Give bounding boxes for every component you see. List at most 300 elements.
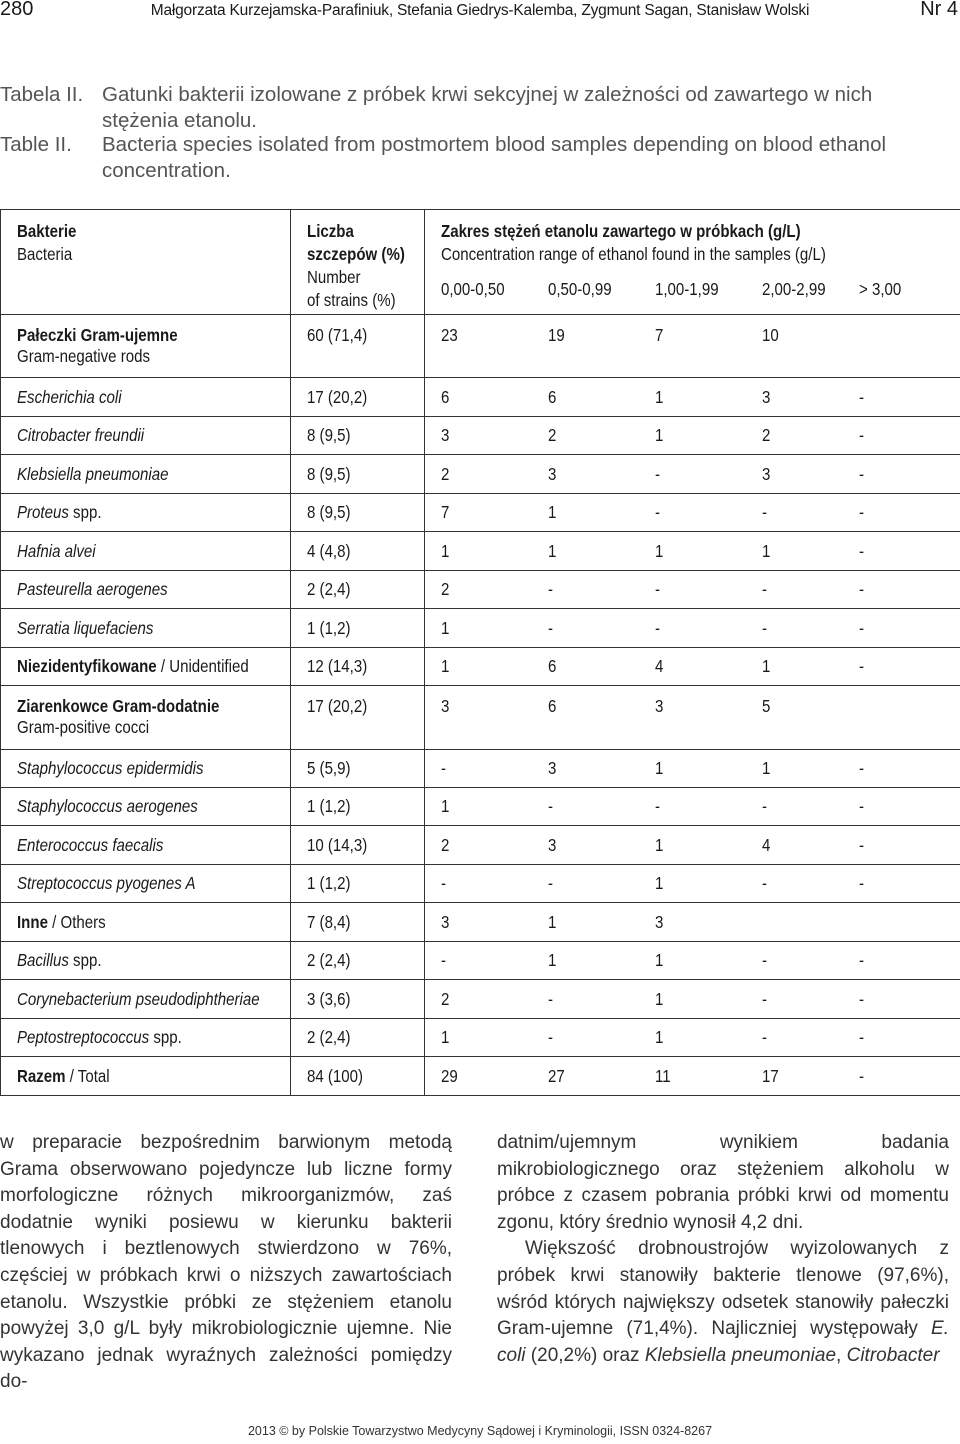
range-value: 3: [441, 696, 450, 717]
species-name: Escherichia coli: [17, 386, 122, 407]
range-value-cell: [639, 455, 746, 493]
range-value: -: [761, 796, 767, 817]
genus-name: Proteus: [17, 502, 69, 523]
range-label: > 3,00: [859, 279, 902, 300]
range-value: 7: [441, 502, 450, 523]
bacteria-name-cell: [1, 378, 291, 416]
body-paragraph: w preparacie bezpośrednim barwionym metodą Grama obserwowano pojedyncze lub liczne formy morfologiczne różnych mikroorganizmów, zaś dodatnie wyniki posiewu w kierunku bakterii tlenowych i beztlenowych stwierdzono w 76%, częściej w próbkach krwi o niższych zawartościach etanolu. Wszystkie próbki ze stężeniem etanolu powyżej 3,0 g/L były mikrobiologicznie ujemne. Nie wykazano jednak wyraźnych zależności pomiędzy do-: [0, 1132, 452, 1393]
body-column-left: [0, 1130, 452, 1396]
range-value-cell: [532, 787, 639, 825]
range-value-cell: [639, 980, 746, 1018]
strain-count-cell: [291, 378, 425, 416]
range-value: 3: [547, 834, 556, 855]
body-paragraph: [497, 1236, 949, 1369]
strain-count-cell: [291, 570, 425, 608]
range-value-cell: [843, 647, 960, 685]
header-count-en-1: Number: [307, 267, 361, 287]
range-value: 1: [654, 834, 663, 855]
range-value: 1: [654, 540, 663, 561]
strain-count: 12 (14,3): [307, 655, 368, 676]
range-value-cell: [843, 903, 960, 941]
range-value: -: [761, 950, 767, 971]
body-text-italic: Klebsiella pneumoniae: [644, 1344, 837, 1366]
range-value-cell: [425, 455, 532, 493]
range-value-cell: [843, 941, 960, 979]
table-row: [1, 1057, 960, 1096]
range-value-cell: [639, 826, 746, 864]
species-name: Citrobacter freundii: [17, 425, 145, 446]
range-value-cell: [532, 864, 639, 902]
range-value-cell: [532, 570, 639, 608]
strain-count: 17 (20,2): [307, 696, 368, 717]
strain-count: 3 (3,6): [307, 988, 351, 1009]
bacteria-name-cell: [1, 787, 291, 825]
range-value: -: [761, 1027, 767, 1048]
range-value: 1: [654, 386, 663, 407]
range-value: 2: [441, 988, 450, 1009]
range-value-cell: [425, 570, 532, 608]
range-value-cell: [746, 455, 843, 493]
table-row: [1, 787, 960, 825]
strain-count: 5 (5,9): [307, 757, 351, 778]
range-value: 19: [547, 325, 565, 346]
table-row: [1, 1018, 960, 1056]
range-value: -: [858, 425, 864, 446]
strain-count-cell: [291, 609, 425, 647]
bacteria-name-cell: [1, 826, 291, 864]
range-value: -: [761, 873, 767, 894]
strain-count-cell: [291, 864, 425, 902]
species-name: Enterococcus faecalis: [17, 834, 164, 855]
range-value: -: [858, 502, 864, 523]
strain-count-cell: [291, 532, 425, 570]
name-suffix: / Total: [65, 1065, 110, 1086]
range-value-cell: [425, 980, 532, 1018]
range-value-cell: [746, 647, 843, 685]
range-value: 1: [654, 873, 663, 894]
genus-name: Bacillus: [17, 950, 69, 971]
range-value-cell: [746, 570, 843, 608]
range-value: 1: [654, 757, 663, 778]
range-value-cell: [639, 864, 746, 902]
range-value: -: [654, 463, 660, 484]
table-row: [1, 378, 960, 416]
range-value: 1: [654, 425, 663, 446]
range-value: 17: [761, 1065, 779, 1086]
range-value-cell: [425, 686, 532, 749]
range-value: 3: [761, 386, 770, 407]
bacteria-name-cell: [1, 980, 291, 1018]
range-value-cell: [425, 826, 532, 864]
strain-count: 10 (14,3): [307, 834, 368, 855]
bacteria-name-cell: [1, 686, 291, 749]
range-value-cell: [425, 532, 532, 570]
bacteria-name-cell: [1, 416, 291, 454]
table-row: [1, 493, 960, 531]
bacteria-name-cell: [1, 647, 291, 685]
range-value: 1: [547, 950, 556, 971]
range-value-cell: [843, 1018, 960, 1056]
range-value-cell: [746, 864, 843, 902]
range-value: -: [654, 617, 660, 638]
strain-count-cell: [291, 493, 425, 531]
group-name-pl: Ziarenkowce Gram-dodatnie: [17, 696, 220, 717]
header-range-en: Concentration range of ethanol found in the samples (g/L): [441, 244, 826, 264]
range-value: 1: [441, 796, 450, 817]
range-value: 1: [547, 911, 556, 932]
range-value-cell: [843, 609, 960, 647]
table-header-row: [1, 210, 960, 315]
range-value-cell: [843, 749, 960, 787]
strain-count-cell: [291, 1018, 425, 1056]
group-name-en: Gram-positive cocci: [17, 717, 150, 738]
range-value-cell: [746, 493, 843, 531]
range-value-cell: [532, 980, 639, 1018]
category-name: Niezidentyfikowane: [17, 655, 157, 676]
range-value-cell: [532, 941, 639, 979]
table-row: [1, 903, 960, 941]
range-value: -: [858, 579, 864, 600]
range-value-cell: [425, 787, 532, 825]
range-value-cell: [746, 315, 843, 378]
table-row: [1, 609, 960, 647]
range-value-cell: [532, 686, 639, 749]
range-value: -: [858, 540, 864, 561]
header-count-pl-1: Liczba: [307, 221, 354, 241]
range-value: -: [547, 579, 553, 600]
bacteria-table: [0, 209, 960, 1096]
strain-count: 60 (71,4): [307, 325, 368, 346]
table-row: [1, 532, 960, 570]
header-bacteria-pl: Bakterie: [17, 221, 77, 241]
strain-count-cell: [291, 980, 425, 1018]
range-value: 1: [654, 988, 663, 1009]
table-row: [1, 749, 960, 787]
strain-count: 1 (1,2): [307, 796, 351, 817]
range-value: 29: [441, 1065, 458, 1086]
group-name-en: Gram-negative rods: [17, 346, 151, 367]
range-value-cell: [532, 378, 639, 416]
range-value-cell: [532, 532, 639, 570]
range-labels: [425, 278, 960, 302]
range-value-cell: [746, 787, 843, 825]
page-number: 280: [0, 0, 34, 20]
body-text-italic: E. coli: [497, 1318, 949, 1366]
range-value: 2: [441, 463, 450, 484]
range-value-cell: [843, 1057, 960, 1096]
caption-label-pl: Tabela II.: [0, 83, 84, 106]
range-value-cell: [639, 941, 746, 979]
range-value: -: [441, 873, 447, 894]
range-value: 3: [654, 696, 663, 717]
table-row: [1, 647, 960, 685]
range-value: 3: [547, 757, 556, 778]
range-value-cell: [532, 493, 639, 531]
range-value: 1: [441, 617, 450, 638]
range-value: 7: [654, 325, 663, 346]
range-value-cell: [639, 315, 746, 378]
strain-count-cell: [291, 416, 425, 454]
range-value-cell: [746, 749, 843, 787]
category-name: Razem: [17, 1065, 66, 1086]
range-value-cell: [843, 787, 960, 825]
strain-count: 8 (9,5): [307, 425, 351, 446]
range-value: -: [547, 873, 553, 894]
range-value-cell: [746, 609, 843, 647]
range-value-cell: [843, 455, 960, 493]
range-value-cell: [532, 455, 639, 493]
group-name-pl: Pałeczki Gram-ujemne: [17, 325, 178, 346]
body-text-italic: Citrobacter: [846, 1344, 940, 1366]
strain-count: 2 (2,4): [307, 950, 351, 971]
range-value: 23: [441, 325, 458, 346]
range-value-cell: [746, 903, 843, 941]
range-value-cell: [639, 903, 746, 941]
range-label: 1,00-1,99: [655, 279, 719, 300]
range-value: -: [547, 1027, 553, 1048]
range-value-cell: [843, 532, 960, 570]
range-value: -: [547, 617, 553, 638]
range-value-cell: [532, 749, 639, 787]
range-label: 2,00-2,99: [762, 279, 826, 300]
range-value: -: [761, 502, 767, 523]
bacteria-name-cell: [1, 570, 291, 608]
name-suffix: / Others: [47, 911, 106, 932]
range-value: -: [858, 386, 864, 407]
range-value: 2: [547, 425, 556, 446]
range-value-cell: [746, 1018, 843, 1056]
species-name: Pasteurella aerogenes: [17, 579, 168, 600]
table-row: [1, 864, 960, 902]
range-value: 3: [547, 463, 556, 484]
range-value: 1: [547, 502, 556, 523]
strain-count-cell: [291, 647, 425, 685]
page-footer: 2013 © by Polskie Towarzystwo Medycyny Sądowej i Kryminologii, ISSN 0324-8267: [247, 1424, 713, 1438]
range-value-cell: [639, 416, 746, 454]
name-suffix: spp.: [149, 1027, 182, 1048]
range-value: 6: [547, 655, 556, 676]
range-value: 10: [761, 325, 779, 346]
strain-count: 2 (2,4): [307, 1027, 351, 1048]
header-bacteria: [1, 210, 291, 315]
range-value: -: [858, 1027, 864, 1048]
range-value: 11: [654, 1065, 671, 1086]
range-value-cell: [425, 416, 532, 454]
body-column-right: [497, 1130, 949, 1369]
range-value: 3: [441, 425, 450, 446]
range-value-cell: [843, 416, 960, 454]
header-bacteria-en: Bacteria: [17, 244, 73, 264]
strain-count-cell: [291, 903, 425, 941]
range-value: 4: [761, 834, 770, 855]
range-value-cell: [532, 1018, 639, 1056]
range-value: 1: [761, 757, 770, 778]
range-value-cell: [746, 980, 843, 1018]
range-value-cell: [532, 647, 639, 685]
range-value-cell: [746, 1057, 843, 1096]
range-value: -: [858, 757, 864, 778]
header-range: [425, 210, 960, 315]
range-value: 2: [441, 579, 450, 600]
range-value: -: [858, 463, 864, 484]
caption-text-pl: Gatunki bakterii izolowane z próbek krwi sekcyjnej w zależności od zawartego w nich stężenia etanolu.: [102, 83, 873, 132]
header-count-en-2: of strains (%): [307, 290, 396, 310]
range-value-cell: [746, 378, 843, 416]
range-value: 1: [547, 540, 556, 561]
range-value-cell: [746, 826, 843, 864]
range-value-cell: [532, 416, 639, 454]
range-value: 1: [654, 950, 663, 971]
range-value-cell: [843, 686, 960, 749]
range-value: 4: [654, 655, 663, 676]
range-value-cell: [843, 315, 960, 378]
range-value-cell: [746, 686, 843, 749]
strain-count: 84 (100): [307, 1065, 364, 1086]
table-row: [1, 315, 960, 378]
range-value-cell: [532, 903, 639, 941]
range-value: -: [654, 579, 660, 600]
range-value: -: [858, 617, 864, 638]
strain-count: 8 (9,5): [307, 502, 351, 523]
range-label: 0,50-0,99: [548, 279, 612, 300]
strain-count-cell: [291, 826, 425, 864]
range-value: 2: [761, 425, 770, 446]
running-header-authors: Małgorzata Kurzejamska-Parafiniuk, Stefania Giedrys-Kalemba, Zygmunt Sagan, Stanisław Wolski: [150, 2, 810, 19]
range-value-cell: [746, 941, 843, 979]
strain-count-cell: [291, 941, 425, 979]
range-value: 1: [441, 655, 450, 676]
strain-count: 4 (4,8): [307, 540, 351, 561]
range-value-cell: [639, 749, 746, 787]
bacteria-name-cell: [1, 903, 291, 941]
range-value: 3: [761, 463, 770, 484]
body-text: ,: [836, 1344, 847, 1366]
range-value-cell: [425, 1057, 532, 1096]
range-value: -: [654, 796, 660, 817]
name-suffix: spp.: [68, 502, 102, 523]
range-value-cell: [639, 378, 746, 416]
range-value-cell: [843, 826, 960, 864]
header-count-pl-2: szczepów (%): [307, 244, 405, 264]
species-name: Corynebacterium pseudodiphtheriae: [17, 988, 260, 1009]
strain-count: 1 (1,2): [307, 617, 351, 638]
strain-count-cell: [291, 455, 425, 493]
range-value: -: [441, 950, 447, 971]
species-name: Serratia liquefaciens: [17, 617, 154, 638]
range-value-cell: [425, 378, 532, 416]
range-value-cell: [532, 315, 639, 378]
range-value: -: [858, 988, 864, 1009]
range-value: 1: [441, 1027, 450, 1048]
range-value: 1: [761, 655, 770, 676]
range-value-cell: [532, 826, 639, 864]
table-row: [1, 455, 960, 493]
bacteria-name-cell: [1, 609, 291, 647]
strain-count: 1 (1,2): [307, 873, 351, 894]
table-row: [1, 686, 960, 749]
issue-number: Nr 4: [920, 0, 958, 20]
bacteria-name-cell: [1, 864, 291, 902]
bacteria-name-cell: [1, 749, 291, 787]
body-text: Większość drobnoustrojów wyizolowanych z próbek krwi stanowiły bakterie tlenowe (97,6%), wśród których największy odsetek stanowiły pałeczki Gram-ujemne (71,4%). Najliczniej występowały: [497, 1238, 949, 1340]
range-value-cell: [425, 647, 532, 685]
strain-count-cell: [291, 787, 425, 825]
strain-count-cell: [291, 686, 425, 749]
range-value: -: [858, 1065, 864, 1086]
range-value-cell: [639, 570, 746, 608]
range-value-cell: [425, 903, 532, 941]
range-value-cell: [425, 315, 532, 378]
range-value: 1: [441, 540, 450, 561]
range-value: -: [858, 873, 864, 894]
bacteria-name-cell: [1, 455, 291, 493]
range-value: -: [858, 796, 864, 817]
range-value: 2: [441, 834, 450, 855]
table-row: [1, 941, 960, 979]
range-value: 5: [761, 696, 770, 717]
bacteria-name-cell: [1, 493, 291, 531]
range-value-cell: [425, 749, 532, 787]
strain-count: 7 (8,4): [307, 911, 351, 932]
strain-count: 8 (9,5): [307, 463, 351, 484]
bacteria-name-cell: [1, 1057, 291, 1096]
range-value: -: [858, 834, 864, 855]
strain-count: 17 (20,2): [307, 386, 368, 407]
bacteria-name-cell: [1, 1018, 291, 1056]
range-value: 1: [654, 1027, 663, 1048]
range-value-cell: [843, 864, 960, 902]
body-paragraph: datnim/ujemnym wynikiem badania mikrobiologicznego oraz stężeniem alkoholu w próbce z czasem pobrania próbki krwi od momentu zgonu, który średnio wynosił 4,2 dni.: [497, 1132, 949, 1233]
range-value-cell: [425, 864, 532, 902]
caption-label-en: Table II.: [0, 133, 72, 156]
range-value-cell: [843, 570, 960, 608]
range-value-cell: [639, 532, 746, 570]
range-value-cell: [746, 532, 843, 570]
species-name: Staphylococcus epidermidis: [17, 757, 204, 778]
range-value-cell: [639, 1057, 746, 1096]
strain-count-cell: [291, 749, 425, 787]
range-value: 6: [547, 696, 556, 717]
range-value-cell: [639, 609, 746, 647]
bacteria-name-cell: [1, 532, 291, 570]
range-value: 3: [654, 911, 663, 932]
range-value-cell: [843, 980, 960, 1018]
range-value: -: [858, 655, 864, 676]
range-value: -: [441, 757, 447, 778]
range-value: 6: [441, 386, 450, 407]
range-value: 3: [441, 911, 450, 932]
range-value-cell: [843, 493, 960, 531]
strain-count-cell: [291, 1057, 425, 1096]
range-value-cell: [746, 416, 843, 454]
name-suffix: / Unidentified: [156, 655, 249, 676]
range-value: -: [761, 617, 767, 638]
range-value: -: [547, 988, 553, 1009]
genus-name: Peptostreptococcus: [17, 1027, 150, 1048]
range-value: 6: [547, 386, 556, 407]
bacteria-name-cell: [1, 315, 291, 378]
bacteria-name-cell: [1, 941, 291, 979]
table-row: [1, 570, 960, 608]
species-name: Klebsiella pneumoniae: [17, 463, 169, 484]
caption-text-en: Bacteria species isolated from postmortem blood samples depending on blood ethanol concentration.: [102, 133, 887, 182]
species-name: Streptococcus pyogenes A: [17, 873, 196, 894]
range-value-cell: [425, 941, 532, 979]
range-value-cell: [843, 378, 960, 416]
species-name: Hafnia alvei: [17, 540, 96, 561]
table-row: [1, 416, 960, 454]
range-value: -: [654, 502, 660, 523]
